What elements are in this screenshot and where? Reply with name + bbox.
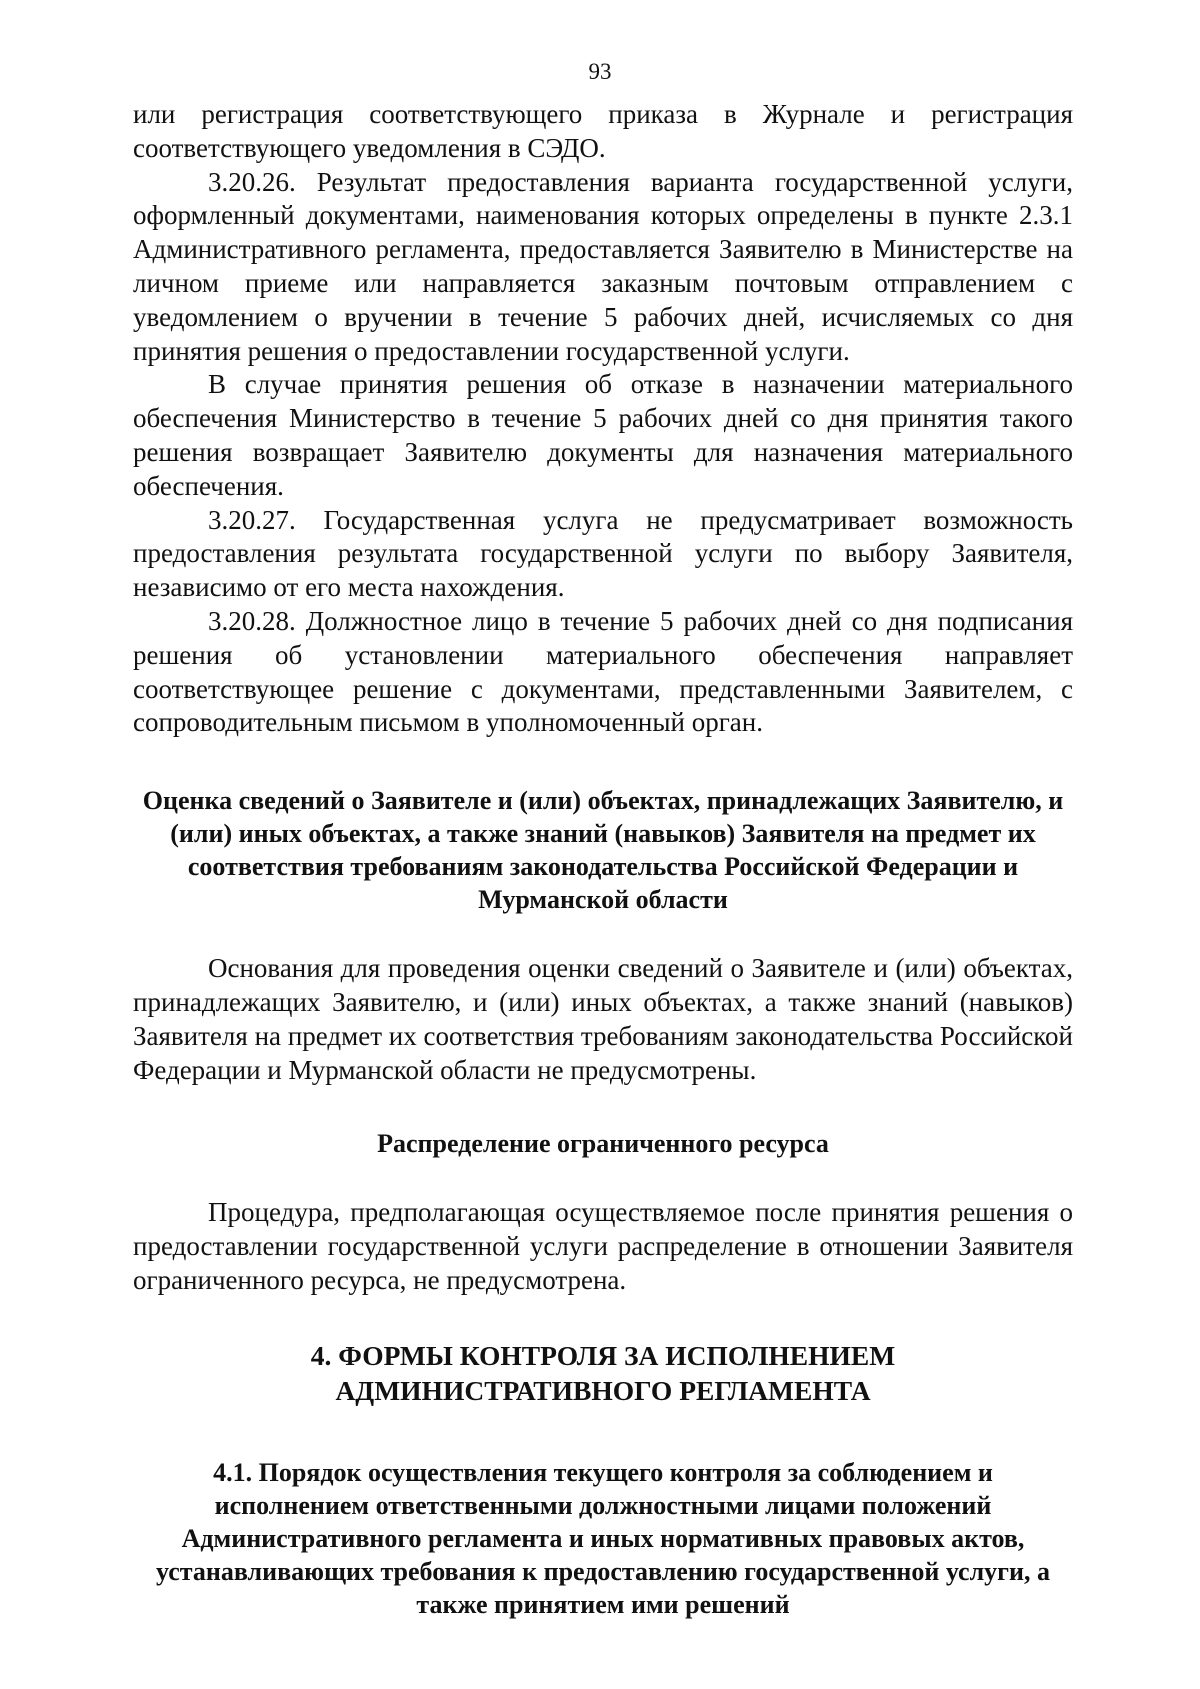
chapter-4-heading-line1: 4. ФОРМЫ КОНТРОЛЯ ЗА ИСПОЛНЕНИЕМ [310, 1339, 896, 1371]
page-number: 93 [588, 59, 612, 84]
chapter-4-heading [133, 1338, 1073, 1408]
paragraph-continuation: или регистрация соответствующего приказа в Журнале и регистрация соответствующего уведомления в СЭДО. [133, 99, 1073, 163]
paragraph-refusal-case: В случае принятия решения об отказе в назначении материального обеспечения Министерство в течение 5 рабочих дней со дня принятия такого решения возвращает Заявителю документы для назначения материального обеспечения. [133, 369, 1073, 501]
heading-section-4-1: 4.1. Порядок осуществления текущего контроля за соблюдением и исполнением ответственными должностными лицами положений Административного регламента и иных нормативных правовых актов, устанавливающих требования к предоставлению государственной услуги, а также принятием ими решений [156, 1457, 1050, 1619]
paragraph-3-20-26: 3.20.26. Результат предоставления варианта государственной услуги, оформленный документами, наименования которых определены в пункте 2.3.1 Административного регламента, предоставляется Заявителю в Министерстве на личном приеме или направляется заказным почтовым отправлением с уведомлением о вручении в течение 5 рабочих дней, исчисляемых со дня принятия решения о предоставлении государственной услуги. [133, 166, 1073, 366]
heading-resource-distribution: Распределение ограниченного ресурса [377, 1129, 829, 1159]
chapter-4-heading-line2: АДМИНИСТРАТИВНОГО РЕГЛАМЕНТА [335, 1374, 871, 1406]
paragraph-3-20-27: 3.20.27. Государственная услуга не предусматривает возможность предоставления результата государственной услуги по выбору Заявителя, независимо от его места нахождения. [133, 504, 1073, 603]
paragraph-resource-distribution: Процедура, предполагающая осуществляемое после принятия решения о предоставлении государственной услуги распределение в отношении Заявителя ограниченного ресурса, не предусмотрена. [133, 1197, 1073, 1295]
heading-assessment: Оценка сведений о Заявителе и (или) объектах, принадлежащих Заявителю, и (или) иных объектах, а также знаний (навыков) Заявителя на предмет их соответствия требованиям законодательства Российской Федерации и Мурманской области [142, 786, 1064, 915]
paragraph-3-20-28: 3.20.28. Должностное лицо в течение 5 рабочих дней со дня подписания решения об установлении материального обеспечения направляет соответствующее решение с документами, представленными Заявителем, с сопроводительным письмом в уполномоченный орган. [133, 605, 1073, 738]
paragraph-assessment: Основания для проведения оценки сведений о Заявителе и (или) объектах, принадлежащих Заявителю, и (или) иных объектах, а также знаний (навыков) Заявителя на предмет их соответствия требованиям законодательства Российской Федерации и Мурманской области не предусмотрены. [133, 953, 1073, 1085]
page-content [133, 98, 1073, 1621]
